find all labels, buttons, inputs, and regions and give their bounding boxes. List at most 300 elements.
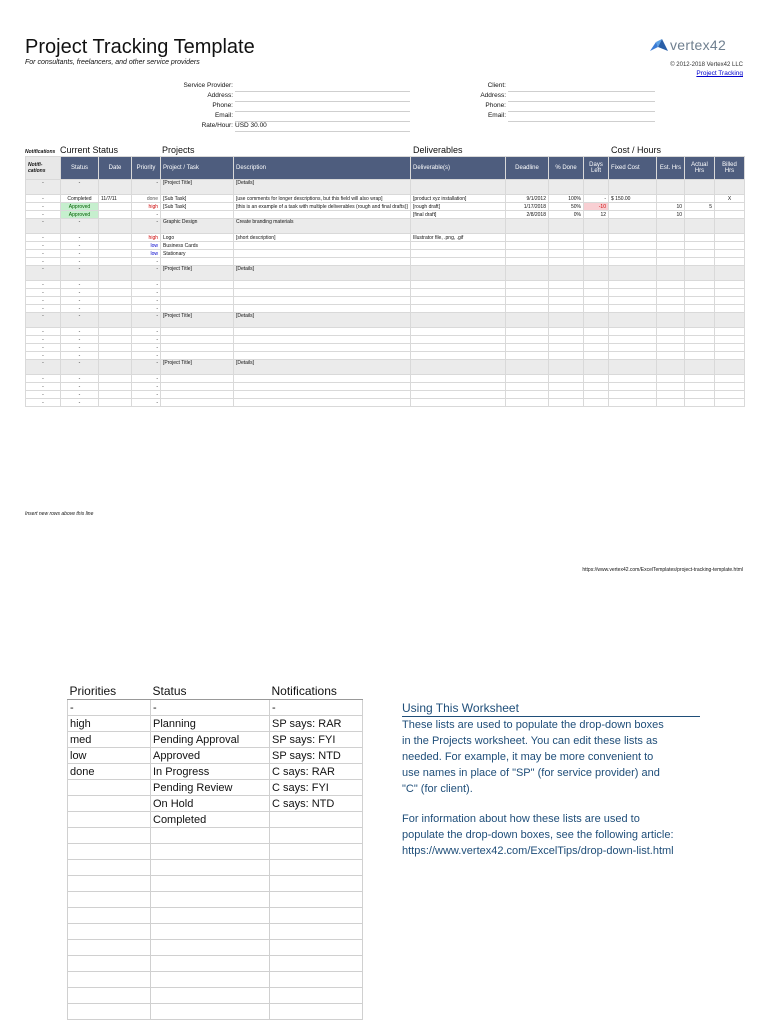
table-cell[interactable]	[161, 258, 234, 266]
table-cell[interactable]	[234, 352, 411, 360]
table-cell[interactable]: 100%	[549, 195, 584, 203]
table-cell[interactable]	[411, 250, 506, 258]
table-cell[interactable]	[657, 281, 685, 289]
table-cell[interactable]	[715, 266, 745, 281]
table-cell[interactable]	[99, 250, 132, 258]
table-cell[interactable]	[657, 305, 685, 313]
table-cell[interactable]	[609, 313, 657, 328]
table-cell[interactable]	[411, 305, 506, 313]
table-cell[interactable]	[657, 242, 685, 250]
table-cell[interactable]: Create branding materials	[234, 219, 411, 234]
table-cell[interactable]	[99, 297, 132, 305]
list-cell[interactable]	[151, 956, 270, 972]
table-cell[interactable]	[685, 289, 715, 297]
table-cell[interactable]: -	[61, 313, 99, 328]
table-cell[interactable]	[584, 180, 609, 195]
table-cell[interactable]: -	[61, 266, 99, 281]
table-cell[interactable]: Graphic Design	[161, 219, 234, 234]
table-cell[interactable]	[549, 328, 584, 336]
table-cell[interactable]	[657, 250, 685, 258]
table-cell[interactable]: [final draft]	[411, 211, 506, 219]
table-cell[interactable]	[715, 336, 745, 344]
list-cell[interactable]	[68, 796, 151, 812]
table-cell[interactable]	[161, 211, 234, 219]
table-cell[interactable]	[609, 328, 657, 336]
list-cell[interactable]	[68, 780, 151, 796]
list-cell[interactable]	[151, 908, 270, 924]
list-cell[interactable]	[151, 1004, 270, 1020]
table-cell[interactable]: -	[26, 219, 61, 234]
table-cell[interactable]	[609, 297, 657, 305]
list-cell[interactable]: -	[270, 700, 363, 716]
table-cell[interactable]: Approved	[61, 203, 99, 211]
table-cell[interactable]	[685, 305, 715, 313]
table-cell[interactable]	[584, 289, 609, 297]
table-cell[interactable]	[411, 281, 506, 289]
table-cell[interactable]	[584, 297, 609, 305]
table-cell[interactable]	[234, 250, 411, 258]
list-cell[interactable]	[270, 860, 363, 876]
provider-field-input[interactable]	[235, 82, 410, 92]
table-cell[interactable]	[609, 375, 657, 383]
list-cell[interactable]: C says: RAR	[270, 764, 363, 780]
table-cell[interactable]	[411, 297, 506, 305]
list-cell[interactable]	[151, 860, 270, 876]
table-cell[interactable]	[161, 375, 234, 383]
table-cell[interactable]	[685, 219, 715, 234]
table-cell[interactable]	[609, 234, 657, 242]
list-cell[interactable]: -	[68, 700, 151, 716]
table-cell[interactable]: -	[132, 289, 161, 297]
table-cell[interactable]	[99, 352, 132, 360]
list-cell[interactable]	[270, 892, 363, 908]
list-cell[interactable]: Completed	[151, 812, 270, 828]
table-cell[interactable]	[161, 328, 234, 336]
table-cell[interactable]	[685, 195, 715, 203]
table-cell[interactable]: -	[26, 375, 61, 383]
table-cell[interactable]	[657, 180, 685, 195]
provider-field-input[interactable]	[235, 102, 410, 112]
table-cell[interactable]: high	[132, 234, 161, 242]
table-cell[interactable]	[657, 399, 685, 407]
table-cell[interactable]	[99, 344, 132, 352]
table-cell[interactable]: Business Cards	[161, 242, 234, 250]
list-cell[interactable]	[270, 924, 363, 940]
table-cell[interactable]: -	[26, 352, 61, 360]
list-cell[interactable]	[68, 988, 151, 1004]
table-cell[interactable]: -	[26, 242, 61, 250]
list-cell[interactable]	[270, 844, 363, 860]
table-cell[interactable]: [use comments for longer descriptions, but this field will also wrap]	[234, 195, 411, 203]
table-cell[interactable]	[584, 313, 609, 328]
table-cell[interactable]	[99, 211, 132, 219]
table-cell[interactable]	[715, 250, 745, 258]
table-cell[interactable]	[549, 242, 584, 250]
table-cell[interactable]: -	[61, 234, 99, 242]
table-cell[interactable]	[657, 219, 685, 234]
table-cell[interactable]	[715, 219, 745, 234]
table-cell[interactable]: -	[61, 297, 99, 305]
table-cell[interactable]: -	[61, 258, 99, 266]
table-cell[interactable]: [Details]	[234, 266, 411, 281]
table-cell[interactable]	[161, 297, 234, 305]
table-cell[interactable]: -	[61, 242, 99, 250]
table-cell[interactable]	[657, 336, 685, 344]
table-cell[interactable]: -	[26, 305, 61, 313]
list-cell[interactable]: Planning	[151, 716, 270, 732]
template-url[interactable]: https://www.vertex42.com/ExcelTemplates/project-tracking-template.html	[582, 567, 743, 573]
list-cell[interactable]	[270, 876, 363, 892]
table-cell[interactable]: -	[61, 289, 99, 297]
table-cell[interactable]	[609, 336, 657, 344]
table-cell[interactable]	[234, 328, 411, 336]
table-cell[interactable]: done	[132, 195, 161, 203]
table-cell[interactable]	[234, 211, 411, 219]
table-cell[interactable]: -	[61, 352, 99, 360]
table-cell[interactable]	[609, 305, 657, 313]
table-cell[interactable]: 11/7/11	[99, 195, 132, 203]
client-field-input[interactable]	[508, 92, 655, 102]
table-cell[interactable]: -	[26, 336, 61, 344]
table-cell[interactable]	[584, 383, 609, 391]
table-cell[interactable]	[549, 360, 584, 375]
table-cell[interactable]: -	[584, 195, 609, 203]
table-cell[interactable]	[584, 391, 609, 399]
list-cell[interactable]	[270, 812, 363, 828]
table-cell[interactable]	[99, 328, 132, 336]
table-cell[interactable]	[685, 313, 715, 328]
table-cell[interactable]	[411, 344, 506, 352]
table-cell[interactable]	[506, 281, 549, 289]
table-cell[interactable]: Approved	[61, 211, 99, 219]
table-cell[interactable]	[549, 266, 584, 281]
table-cell[interactable]	[506, 258, 549, 266]
table-cell[interactable]	[685, 336, 715, 344]
table-cell[interactable]	[685, 211, 715, 219]
table-cell[interactable]: [Project Title]	[161, 313, 234, 328]
table-cell[interactable]	[411, 180, 506, 195]
table-cell[interactable]	[234, 258, 411, 266]
project-tracking-link[interactable]: Project Tracking	[696, 70, 743, 77]
list-cell[interactable]: high	[68, 716, 151, 732]
table-cell[interactable]	[685, 352, 715, 360]
table-cell[interactable]: [rough draft]	[411, 203, 506, 211]
table-cell[interactable]: -	[61, 391, 99, 399]
table-cell[interactable]	[234, 344, 411, 352]
table-cell[interactable]: -	[26, 195, 61, 203]
table-cell[interactable]	[584, 234, 609, 242]
table-cell[interactable]	[657, 344, 685, 352]
table-cell[interactable]	[715, 211, 745, 219]
list-cell[interactable]	[68, 956, 151, 972]
table-cell[interactable]	[549, 399, 584, 407]
table-cell[interactable]	[715, 203, 745, 211]
table-cell[interactable]	[411, 375, 506, 383]
table-cell[interactable]	[99, 219, 132, 234]
table-cell[interactable]: -	[132, 328, 161, 336]
table-cell[interactable]	[657, 360, 685, 375]
table-cell[interactable]: -	[132, 297, 161, 305]
table-cell[interactable]	[685, 328, 715, 336]
list-cell[interactable]: C says: NTD	[270, 796, 363, 812]
table-cell[interactable]	[411, 383, 506, 391]
list-cell[interactable]: med	[68, 732, 151, 748]
table-cell[interactable]	[506, 344, 549, 352]
list-cell[interactable]: Pending Approval	[151, 732, 270, 748]
table-cell[interactable]: -	[132, 399, 161, 407]
table-cell[interactable]	[657, 328, 685, 336]
list-cell[interactable]: Approved	[151, 748, 270, 764]
table-cell[interactable]	[685, 375, 715, 383]
table-cell[interactable]: [Project Title]	[161, 266, 234, 281]
list-cell[interactable]	[270, 908, 363, 924]
table-cell[interactable]	[549, 219, 584, 234]
table-cell[interactable]: -	[132, 266, 161, 281]
table-cell[interactable]	[99, 234, 132, 242]
table-cell[interactable]: Logo	[161, 234, 234, 242]
table-cell[interactable]	[161, 344, 234, 352]
table-cell[interactable]	[609, 360, 657, 375]
table-cell[interactable]	[506, 242, 549, 250]
table-cell[interactable]: -	[61, 250, 99, 258]
table-cell[interactable]	[99, 281, 132, 289]
table-cell[interactable]	[411, 336, 506, 344]
table-cell[interactable]	[609, 399, 657, 407]
table-cell[interactable]: -	[61, 375, 99, 383]
table-cell[interactable]: -	[26, 211, 61, 219]
table-cell[interactable]	[506, 313, 549, 328]
list-cell[interactable]	[68, 860, 151, 876]
list-cell[interactable]	[68, 972, 151, 988]
table-cell[interactable]	[584, 399, 609, 407]
table-cell[interactable]	[657, 313, 685, 328]
list-cell[interactable]	[68, 876, 151, 892]
table-cell[interactable]: X	[715, 195, 745, 203]
table-cell[interactable]	[161, 383, 234, 391]
table-cell[interactable]	[161, 281, 234, 289]
table-cell[interactable]	[161, 289, 234, 297]
table-cell[interactable]: -	[26, 250, 61, 258]
table-cell[interactable]: -	[61, 383, 99, 391]
table-cell[interactable]: -	[61, 180, 99, 195]
table-cell[interactable]	[609, 203, 657, 211]
table-cell[interactable]	[99, 399, 132, 407]
table-cell[interactable]	[685, 281, 715, 289]
table-cell[interactable]	[411, 258, 506, 266]
table-cell[interactable]	[685, 297, 715, 305]
provider-field-input[interactable]	[235, 92, 410, 102]
list-cell[interactable]: In Progress	[151, 764, 270, 780]
table-cell[interactable]	[715, 344, 745, 352]
table-cell[interactable]	[584, 328, 609, 336]
list-cell[interactable]	[270, 1004, 363, 1020]
table-cell[interactable]	[99, 242, 132, 250]
table-cell[interactable]	[609, 211, 657, 219]
table-cell[interactable]	[99, 180, 132, 195]
table-cell[interactable]: -	[132, 352, 161, 360]
table-cell[interactable]: Completed	[61, 195, 99, 203]
table-cell[interactable]	[549, 305, 584, 313]
table-cell[interactable]	[506, 219, 549, 234]
table-cell[interactable]	[609, 258, 657, 266]
table-cell[interactable]	[584, 250, 609, 258]
table-cell[interactable]: -	[26, 383, 61, 391]
table-cell[interactable]: Illustrator file, .png, .gif	[411, 234, 506, 242]
table-cell[interactable]	[657, 195, 685, 203]
table-cell[interactable]	[506, 391, 549, 399]
table-cell[interactable]	[584, 281, 609, 289]
list-cell[interactable]	[68, 908, 151, 924]
table-cell[interactable]: -	[61, 344, 99, 352]
table-cell[interactable]	[609, 242, 657, 250]
table-cell[interactable]	[411, 391, 506, 399]
table-cell[interactable]	[411, 328, 506, 336]
table-cell[interactable]	[584, 375, 609, 383]
table-cell[interactable]	[609, 352, 657, 360]
table-cell[interactable]	[234, 242, 411, 250]
list-cell[interactable]	[68, 940, 151, 956]
table-cell[interactable]	[506, 250, 549, 258]
table-cell[interactable]	[657, 266, 685, 281]
table-cell[interactable]	[584, 266, 609, 281]
table-cell[interactable]	[715, 305, 745, 313]
table-cell[interactable]	[715, 399, 745, 407]
table-cell[interactable]	[549, 391, 584, 399]
list-cell[interactable]	[270, 940, 363, 956]
table-cell[interactable]	[657, 375, 685, 383]
table-cell[interactable]	[657, 391, 685, 399]
table-cell[interactable]: [Sub Task]	[161, 203, 234, 211]
table-cell[interactable]	[685, 266, 715, 281]
table-cell[interactable]	[161, 352, 234, 360]
list-cell[interactable]	[151, 844, 270, 860]
table-cell[interactable]	[715, 180, 745, 195]
table-cell[interactable]	[549, 383, 584, 391]
list-cell[interactable]: SP says: FYI	[270, 732, 363, 748]
table-cell[interactable]: Stationary	[161, 250, 234, 258]
table-cell[interactable]: -	[26, 360, 61, 375]
table-cell[interactable]	[161, 391, 234, 399]
list-cell[interactable]	[68, 892, 151, 908]
table-cell[interactable]: -	[26, 328, 61, 336]
table-cell[interactable]: -	[61, 399, 99, 407]
table-cell[interactable]: -	[26, 266, 61, 281]
table-cell[interactable]: -	[26, 258, 61, 266]
table-cell[interactable]: -	[26, 297, 61, 305]
table-cell[interactable]: -	[26, 391, 61, 399]
table-cell[interactable]	[161, 305, 234, 313]
table-cell[interactable]	[549, 180, 584, 195]
list-cell[interactable]	[270, 956, 363, 972]
list-cell[interactable]: On Hold	[151, 796, 270, 812]
table-cell[interactable]	[549, 258, 584, 266]
table-cell[interactable]: -	[132, 383, 161, 391]
table-cell[interactable]	[609, 383, 657, 391]
table-cell[interactable]: -	[132, 344, 161, 352]
provider-field-input[interactable]	[235, 112, 410, 122]
table-cell[interactable]: -	[132, 336, 161, 344]
table-cell[interactable]	[99, 391, 132, 399]
table-cell[interactable]	[506, 289, 549, 297]
table-cell[interactable]	[99, 375, 132, 383]
table-cell[interactable]	[549, 281, 584, 289]
table-cell[interactable]	[715, 328, 745, 336]
table-cell[interactable]	[411, 313, 506, 328]
table-cell[interactable]	[715, 352, 745, 360]
table-cell[interactable]: -	[132, 305, 161, 313]
table-cell[interactable]	[609, 344, 657, 352]
table-cell[interactable]: low	[132, 250, 161, 258]
table-cell[interactable]: [product xyz installation]	[411, 195, 506, 203]
table-cell[interactable]	[609, 281, 657, 289]
table-cell[interactable]	[506, 352, 549, 360]
table-cell[interactable]	[657, 297, 685, 305]
table-cell[interactable]	[506, 234, 549, 242]
table-cell[interactable]	[506, 305, 549, 313]
table-cell[interactable]	[99, 258, 132, 266]
table-cell[interactable]: -	[26, 399, 61, 407]
table-cell[interactable]: [Details]	[234, 360, 411, 375]
table-cell[interactable]	[609, 289, 657, 297]
table-cell[interactable]	[234, 383, 411, 391]
table-cell[interactable]: [Sub Task]	[161, 195, 234, 203]
list-cell[interactable]: SP says: RAR	[270, 716, 363, 732]
table-cell[interactable]: -	[61, 281, 99, 289]
table-cell[interactable]	[234, 336, 411, 344]
list-cell[interactable]	[68, 844, 151, 860]
table-cell[interactable]	[99, 383, 132, 391]
table-cell[interactable]	[506, 383, 549, 391]
table-cell[interactable]: [Project Title]	[161, 360, 234, 375]
table-cell[interactable]: -	[132, 281, 161, 289]
table-cell[interactable]	[685, 180, 715, 195]
table-cell[interactable]	[657, 352, 685, 360]
table-cell[interactable]	[584, 336, 609, 344]
table-cell[interactable]: [this is an example of a task with multiple deliverables (rough and final drafts)]	[234, 203, 411, 211]
list-cell[interactable]	[151, 940, 270, 956]
list-cell[interactable]: C says: FYI	[270, 780, 363, 796]
list-cell[interactable]: Pending Review	[151, 780, 270, 796]
table-cell[interactable]	[234, 375, 411, 383]
list-cell[interactable]: low	[68, 748, 151, 764]
table-cell[interactable]: -	[61, 360, 99, 375]
table-cell[interactable]	[234, 281, 411, 289]
table-cell[interactable]: -	[26, 281, 61, 289]
table-cell[interactable]: 10	[657, 211, 685, 219]
table-cell[interactable]	[411, 399, 506, 407]
table-cell[interactable]: 9/1/2012	[506, 195, 549, 203]
table-cell[interactable]	[506, 336, 549, 344]
list-cell[interactable]	[151, 988, 270, 1004]
table-cell[interactable]	[234, 399, 411, 407]
list-cell[interactable]	[68, 1004, 151, 1020]
table-cell[interactable]	[584, 258, 609, 266]
table-cell[interactable]	[715, 297, 745, 305]
table-cell[interactable]	[609, 391, 657, 399]
table-cell[interactable]	[411, 266, 506, 281]
table-cell[interactable]	[411, 219, 506, 234]
table-cell[interactable]	[685, 399, 715, 407]
table-cell[interactable]	[549, 352, 584, 360]
table-cell[interactable]: -	[132, 258, 161, 266]
table-cell[interactable]	[685, 344, 715, 352]
table-cell[interactable]: [Details]	[234, 180, 411, 195]
table-cell[interactable]	[506, 180, 549, 195]
table-cell[interactable]	[506, 360, 549, 375]
table-cell[interactable]: 0%	[549, 211, 584, 219]
table-cell[interactable]: 1/17/2018	[506, 203, 549, 211]
table-cell[interactable]	[549, 297, 584, 305]
